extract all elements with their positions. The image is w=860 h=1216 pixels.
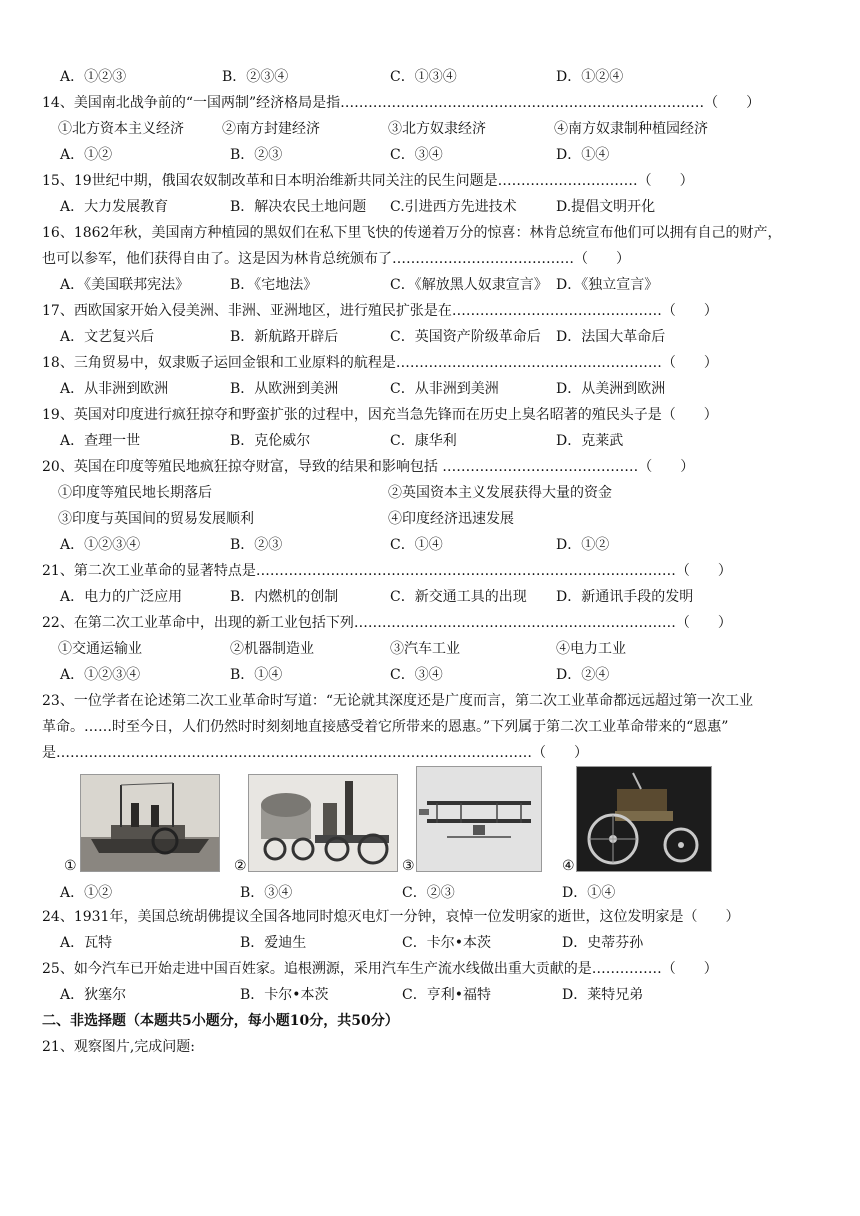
q23-stem-line1: 23、一位学者在论述第二次工业革命时写道：“无论就其深度还是广度而言，第二次工业革命都远远超过第一次工业 (42, 693, 753, 709)
q19-option-c: C．康华利 (390, 433, 457, 449)
q18-options (0, 380, 860, 398)
q22-stem: 22、在第二次工业革命中，出现的新工业包括下列……………………………………………………………（ ） (42, 615, 732, 631)
q25-option-c: C．亨利•福特 (402, 987, 491, 1003)
q25-option-d: D．莱特兄弟 (562, 987, 644, 1003)
q19-stem: 19、英国对印度进行疯狂掠夺和野蛮扩张的过程中，因充当急先锋而在历史上臭名昭著的殖民头子是（ ） (42, 407, 718, 423)
section2-heading: 二、非选择题（本题共5小题分，每小题10分，共50分） (42, 1013, 399, 1029)
q23-option-b: B．③④ (240, 885, 293, 901)
q15-options (0, 198, 860, 216)
q20-items-row2 (0, 510, 860, 528)
q22-item-3: ③汽车工业 (390, 641, 460, 657)
q21-option-a: A．电力的广泛应用 (60, 589, 183, 605)
q20-stem: 20、英国在印度等殖民地疯狂掠夺财富，导致的结果和影响包括 ……………………………………（ ） (42, 459, 695, 475)
q20-option-d: D．①② (556, 537, 610, 553)
q20-options (0, 536, 860, 554)
q22-item-1: ①交通运输业 (58, 641, 142, 657)
q13-options (0, 68, 860, 86)
q15-option-c: C.引进西方先进技术 (390, 199, 517, 215)
q21-option-c: C．新交通工具的出现 (390, 589, 527, 605)
q19-option-a: A．查理一世 (60, 433, 141, 449)
q14-item-3: ③北方奴隶经济 (388, 121, 486, 137)
q18-option-b: B．从欧洲到美洲 (230, 381, 339, 397)
q22-option-b: B．①④ (230, 667, 283, 683)
q18-stem: 18、三角贸易中，奴隶贩子运回金银和工业原料的航程是…………………………………………………（ ） (42, 355, 718, 371)
q23-pic-label-3: ③ (402, 858, 415, 874)
q14-item-4: ④南方奴隶制种植园经济 (554, 121, 708, 137)
q17-option-b: B．新航路开辟后 (230, 329, 339, 345)
q23-option-d: D．①④ (562, 885, 616, 901)
q20-item-1: ①印度等殖民地长期落后 (58, 485, 212, 501)
q17-option-c: C．英国资产阶级革命后 (390, 329, 541, 345)
q17-option-a: A．文艺复兴后 (60, 329, 155, 345)
q17-options (0, 328, 860, 346)
q16-option-a: A．《美国联邦宪法》 (60, 277, 190, 293)
q24-option-d: D．史蒂芬孙 (562, 935, 644, 951)
q13-option-a: A．①②③ (60, 69, 127, 85)
q19-option-d: D．克莱武 (556, 433, 624, 449)
q19-options (0, 432, 860, 450)
q20-item-3: ③印度与英国间的贸易发展顺利 (58, 511, 254, 527)
q15-stem: 15、19世纪中期，俄国农奴制改革和日本明治维新共同关注的民生问题是…………………………（ ） (42, 173, 694, 189)
q22-option-d: D．②④ (556, 667, 610, 683)
q20-item-2: ②英国资本主义发展获得大量的资金 (388, 485, 612, 501)
q22-item-2: ②机器制造业 (230, 641, 314, 657)
q20-item-4: ④印度经济迅速发展 (388, 511, 514, 527)
q21-option-b: B．内燃机的创制 (230, 589, 339, 605)
q14-stem: 14、美国南北战争前的“一国两制”经济格局是指……………………………………………………………………（ ） (42, 95, 761, 111)
q24-options (0, 934, 860, 952)
q18-option-d: D．从美洲到欧洲 (556, 381, 666, 397)
q15-option-a: A．大力发展教育 (60, 199, 169, 215)
q16-stem-line1: 16、1862年秋，美国南方种植园的黑奴们在私下里飞快的传递着万分的惊喜：林肯总统宣布他们可以拥有自己的财产， (42, 225, 782, 241)
q18-option-a: A．从非洲到欧洲 (60, 381, 169, 397)
q20-option-a: A．①②③④ (60, 537, 141, 553)
q17-option-d: D．法国大革命后 (556, 329, 666, 345)
q22-options (0, 666, 860, 684)
q21-stem: 21、第二次工业革命的显著特点是………………………………………………………………………………（ ） (42, 563, 732, 579)
q16-stem-line2: 也可以参军，他们获得自由了。这是因为林肯总统颁布了…………………………………（ ） (42, 251, 630, 267)
q17-stem: 17、西欧国家开始入侵美洲、非洲、亚洲地区，进行殖民扩张是在………………………………………（ ） (42, 303, 718, 319)
q14-options (0, 146, 860, 164)
q24-option-b: B．爱迪生 (240, 935, 307, 951)
q13-option-c: C．①③④ (390, 69, 457, 85)
q23-pic-label-2: ② (234, 858, 247, 874)
q13-option-b: B．②③④ (222, 69, 289, 85)
q14-option-b: B．②③ (230, 147, 283, 163)
q22-items (0, 640, 860, 658)
q14-item-2: ②南方封建经济 (222, 121, 320, 137)
q20-option-b: B．②③ (230, 537, 283, 553)
q14-option-d: D．①④ (556, 147, 610, 163)
q23-pic-label-1: ① (64, 858, 77, 874)
q22-option-a: A．①②③④ (60, 667, 141, 683)
q16-option-b: B．《宅地法》 (230, 277, 318, 293)
q20-option-c: C．①④ (390, 537, 443, 553)
q24-stem: 24、1931年，美国总统胡佛提议全国各地同时熄灭电灯一分钟，哀悼一位发明家的逝世，这位发明家是（ ） (42, 909, 740, 925)
q25-option-a: A．狄塞尔 (60, 987, 127, 1003)
q22-item-4: ④电力工业 (556, 641, 626, 657)
q23-pic-label-4: ④ (562, 858, 575, 874)
q19-option-b: B．克伦威尔 (230, 433, 311, 449)
q21-options (0, 588, 860, 606)
q14-items (0, 120, 860, 138)
q15-option-b: B．解决农民土地问题 (230, 199, 367, 215)
q22-option-c: C．③④ (390, 667, 443, 683)
q16-options (0, 276, 860, 294)
q16-option-d: D．《独立宣言》 (556, 277, 659, 293)
airplane-photo (416, 766, 542, 872)
q20-items-row1 (0, 484, 860, 502)
automobile-photo (576, 766, 712, 872)
section2-q21: 21、观察图片,完成问题: (42, 1039, 195, 1055)
q23-stem-line2: 革命。……时至今日，人们仍然时时刻刻地直接感受着它所带来的恩惠。”下列属于第二次工业革命带来的“恩惠” (42, 719, 729, 735)
q16-option-c: C．《解放黑人奴隶宣言》 (390, 277, 548, 293)
q14-option-a: A．①② (60, 147, 113, 163)
q15-option-d: D.提倡文明开化 (556, 199, 656, 215)
q23-stem-line3: 是…………………………………………………………………………………………（ ） (42, 745, 588, 761)
steamship-photo (80, 774, 220, 872)
q25-option-b: B．卡尔•本茨 (240, 987, 329, 1003)
q25-options (0, 986, 860, 1004)
q14-item-1: ①北方资本主义经济 (58, 121, 184, 137)
q25-stem: 25、如今汽车已开始走进中国百姓家。追根溯源，采用汽车生产流水线做出重大贡献的是……………（ ） (42, 961, 718, 977)
q14-option-c: C．③④ (390, 147, 443, 163)
q24-option-a: A．瓦特 (60, 935, 113, 951)
q23-option-c: C．②③ (402, 885, 455, 901)
q18-option-c: C．从非洲到美洲 (390, 381, 499, 397)
q13-option-d: D．①②④ (556, 69, 624, 85)
q23-options (0, 884, 860, 902)
q24-option-c: C．卡尔•本茨 (402, 935, 491, 951)
steam-locomotive-photo (248, 774, 398, 872)
q21-option-d: D．新通讯手段的发明 (556, 589, 694, 605)
q23-option-a: A．①② (60, 885, 113, 901)
